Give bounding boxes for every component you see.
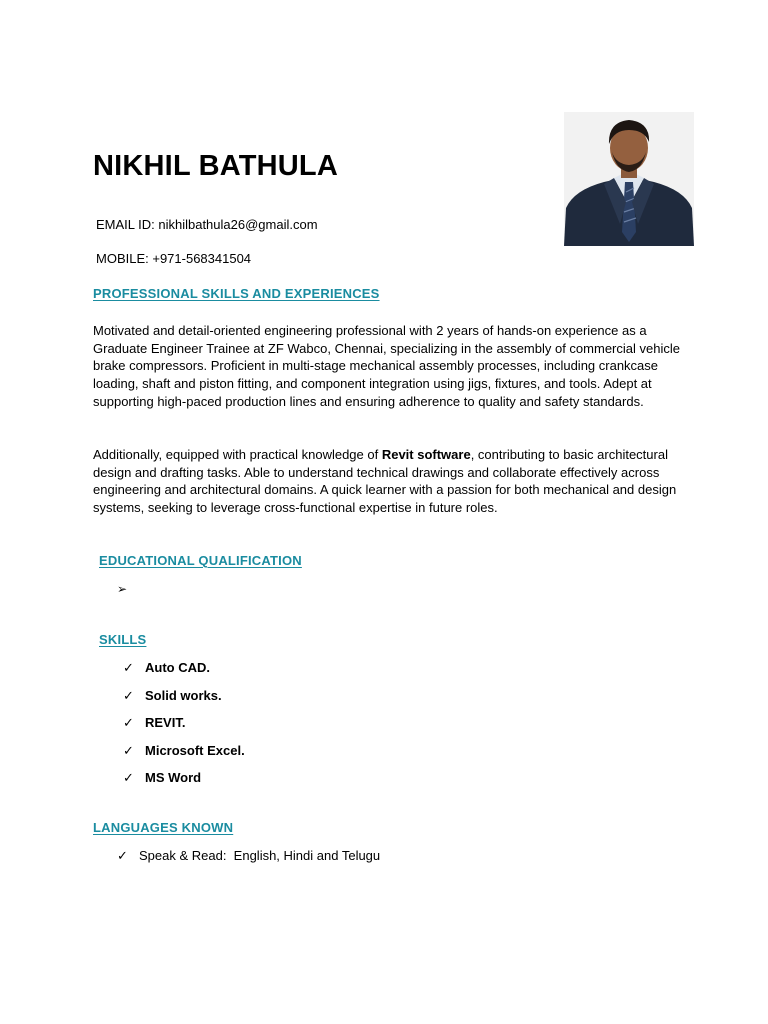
language-item <box>117 848 380 864</box>
skill-item <box>123 743 245 759</box>
check-icon: ✓ <box>123 770 134 785</box>
revit-summary-text-1: Additionally, equipped with practical knowledge of <box>93 447 382 462</box>
check-icon: ✓ <box>123 743 134 758</box>
profile-photo-illustration <box>564 112 694 246</box>
revit-software-emphasis: Revit software <box>381 447 471 462</box>
skill-label: Microsoft Excel. <box>145 743 245 758</box>
profile-photo <box>564 112 694 246</box>
skill-label: Auto CAD. <box>145 660 210 675</box>
mobile-line: MOBILE: +971-568341504 <box>96 251 252 266</box>
check-icon: ✓ <box>117 848 128 863</box>
skill-label: REVIT. <box>145 715 186 730</box>
revit-summary-text-2: , contributing to basic architectural design and drafting tasks. Able to understand technical drawings and collaborate effectively across engineering and architectural domains. A quick learner with a passion for both mechanical and design systems, seeking to leverage cross-functional expertise in future roles. <box>93 447 677 516</box>
languages-heading: LANGUAGES KNOWN <box>93 820 234 835</box>
check-icon: ✓ <box>123 715 134 730</box>
professional-summary: Motivated and detail-oriented engineering professional with 2 years of hands-on experience as a Graduate Engineer Trainee at ZF Wabco, Chennai, specializing in the assembly of commercial vehicle brake compressors. Proficient in multi-stage mechanical assembly processes, including crankcase loading, shaft and piston fitting, and component integration using jigs, fixtures, and tools. Adept at supporting high-paced production lines and ensuring adherence to quality and safety standards. <box>93 323 680 409</box>
language-label: Speak & Read: English, Hindi and Telugu <box>139 848 381 863</box>
email-line: EMAIL ID: nikhilbathula26@gmail.com <box>96 217 318 232</box>
revit-summary <box>93 446 683 517</box>
skill-label: MS Word <box>145 770 202 785</box>
professional-heading: PROFESSIONAL SKILLS AND EXPERIENCES <box>93 286 380 301</box>
check-icon: ✓ <box>123 660 134 675</box>
skill-item <box>123 715 185 731</box>
resume-name: NIKHIL BATHULA <box>93 150 338 182</box>
skill-item <box>123 770 201 786</box>
education-heading: EDUCATIONAL QUALIFICATION <box>99 553 302 568</box>
skill-item <box>123 688 222 704</box>
check-icon: ✓ <box>123 688 134 703</box>
skill-label: Solid works. <box>145 688 222 703</box>
arrow-bullet-icon: ➢ <box>117 582 128 596</box>
skill-item <box>123 660 210 676</box>
skills-heading: SKILLS <box>99 632 147 647</box>
